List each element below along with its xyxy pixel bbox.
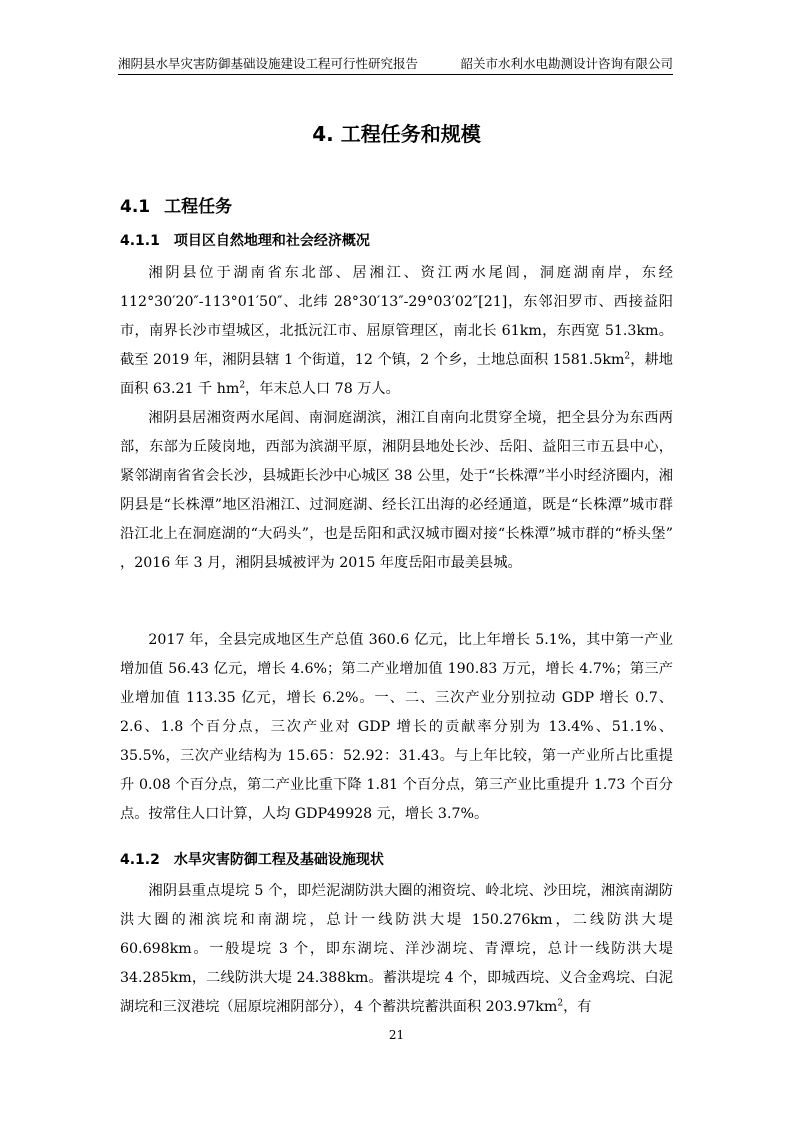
superscript: 2 bbox=[624, 351, 631, 362]
header-company-name: 韶关市水利水电勘测设计咨询有限公司 bbox=[460, 56, 673, 71]
page-header bbox=[118, 54, 673, 75]
paragraph-text: 湘阴县位于湖南省东北部、居湘江、资江两水尾闾，洞庭湖南岸，东经 112°30′20″-113°01′50″、北纬 28°30′13″-29°03′02″[21]，东邻汨罗市、西接益阳市，南界长沙市望城区，北抵沅江市、屈原管理区，南北长 61km，东西宽 51.3km。截至 2019 年，湘阴县辖 1 个街道，12 个镇，2 个乡，土地总面积 1581.5km bbox=[120, 265, 673, 368]
subsection-number: 4.1.1 bbox=[120, 233, 160, 249]
paragraph-text: 湘阴县重点堤垸 5 个，即烂泥湖防洪大圈的湘资垸、岭北垸、沙田垸，湘滨南湖防洪大圈的湘滨垸和南湖垸，总计一线防洪大堤 150.276km，二线防洪大堤 60.698km。一般堤垸 3 个，即东湖垸、洋沙湖垸、青潭垸，总计一线防洪大堤 34.285km，二线防洪大堤 24.388km。蓄洪堤垸 4 个，即城西垸、义合金鸡垸、白泥湖垸和三汊港垸（屈原垸湘阴部分），4 个蓄洪垸蓄洪面积 203.97km bbox=[120, 883, 673, 1015]
subsection-heading-4-1-2 bbox=[120, 849, 384, 869]
superscript: 2 bbox=[239, 380, 246, 391]
paragraph-text: ，耕地面积 63.21 千 hm bbox=[120, 352, 673, 397]
paragraph-flood-control bbox=[120, 877, 673, 1022]
header-report-title: 湘阴县水旱灾害防御基础设施建设工程可行性研究报告 bbox=[118, 56, 419, 71]
section-heading-4-1 bbox=[120, 192, 232, 217]
page-number: 21 bbox=[388, 1028, 405, 1042]
subsection-heading-4-1-1 bbox=[120, 230, 370, 250]
subsection-number: 4.1.2 bbox=[120, 852, 160, 868]
paragraph-location: 湘阴县居湘资两水尾闾、南洞庭湖滨，湘江自南向北贯穿全境，把全县分为东西两部，东部为丘陵岗地，西部为滨湖平原，湘阴县地处长沙、岳阳、益阳三市五县中心，紧邻湖南省省会长沙，县城距长沙中心城区 38 公里，处于“长株潭”半小时经济圈内，湘阴县是“长株潭”地区沿湘江、过洞庭湖、经长江出海的必经通道，既是“长株潭”城市群沿江北上在洞庭湖的“大码头”，也是岳阳和武汉城市圈对接“长株潭”城市群的“桥头堡” ，2016 年 3 月，湘阴县城被评为 2015 年度岳阳市最美县城。 bbox=[120, 410, 673, 571]
section-title: 工程任务 bbox=[164, 197, 233, 217]
paragraph-text: ，年末总人口 78 万人。 bbox=[245, 381, 400, 397]
subsection-title: 水旱灾害防御工程及基础设施现状 bbox=[173, 852, 384, 868]
paragraph-text: ，有 bbox=[563, 999, 592, 1015]
paragraph-economy: 2017 年，全县完成地区生产总值 360.6 亿元，比上年增长 5.1%，其中第一产业增加值 56.43 亿元，增长 4.6%；第二产业增加值 190.83 万元，增长 4.7%；第三产业增加值 113.35 亿元，增长 6.2%。一、二、三次产业分别拉动 GDP 增长 0.7、2.6、1.8 个百分点，三次产业对 GDP 增长的贡献率分别为 13.4%、51.1%、35.5%，三次产业结构为 15.65：52.92：31.43。与上年比较，第一产业所占比重提升 0.08 个百分点，第二产业比重下降 1.81 个百分点，第三产业比重提升 1.73 个百分点。按常住人口计算，人均 GDP49928 元，增长 3.7%。 bbox=[120, 632, 673, 822]
chapter-title: 4. 工程任务和规模 bbox=[312, 122, 481, 146]
paragraph-geography bbox=[120, 259, 673, 404]
superscript: 2 bbox=[557, 998, 564, 1009]
section-number: 4.1 bbox=[120, 197, 151, 217]
subsection-title: 项目区自然地理和社会经济概况 bbox=[173, 233, 370, 249]
